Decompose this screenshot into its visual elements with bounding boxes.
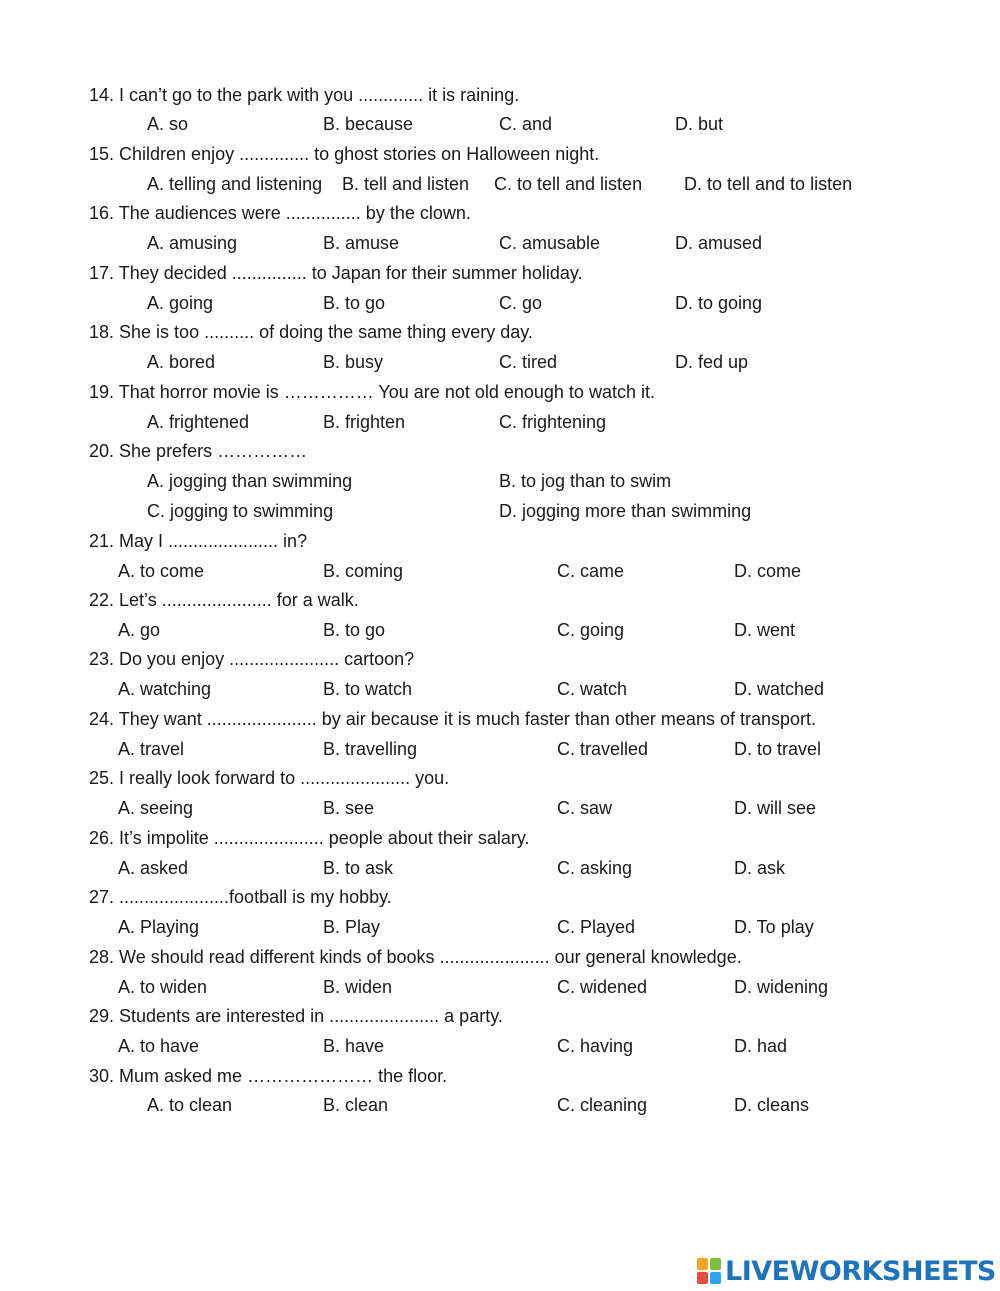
question-19-stem: 19. That horror movie is …………… You are not old enough to watch it.	[89, 382, 655, 402]
question-26-option-d[interactable]: D. ask	[734, 858, 786, 878]
question-23-stem: 23. Do you enjoy ...................... cartoon?	[89, 649, 415, 669]
question-27-option-d[interactable]: D. To play	[734, 917, 814, 937]
question-18-stem: 18. She is too .......... of doing the same thing every day.	[89, 322, 533, 342]
question-17-option-d[interactable]: D. to going	[675, 293, 763, 313]
question-18-option-c[interactable]: C. tired	[499, 352, 558, 372]
question-22-stem: 22. Let’s ...................... for a walk.	[89, 590, 359, 610]
question-25-option-d[interactable]: D. will see	[734, 798, 817, 818]
question-18-option-b[interactable]: B. busy	[323, 352, 384, 372]
question-29-option-a[interactable]: A. to have	[118, 1036, 200, 1056]
question-16-option-d[interactable]: D. amused	[675, 233, 763, 253]
question-30-option-c[interactable]: C. cleaning	[557, 1095, 648, 1115]
question-30-stem: 30. Mum asked me ………………… the floor.	[89, 1066, 448, 1086]
question-16-option-a[interactable]: A. amusing	[147, 233, 238, 253]
question-20-option-a[interactable]: A. jogging than swimming	[147, 471, 353, 491]
question-21-option-b[interactable]: B. coming	[323, 561, 404, 581]
question-22-option-b[interactable]: B. to go	[323, 620, 386, 640]
question-15-option-d[interactable]: D. to tell and to listen	[684, 174, 853, 194]
question-26-option-c[interactable]: C. asking	[557, 858, 633, 878]
question-15-stem: 15. Children enjoy .............. to ghost stories on Halloween night.	[89, 144, 600, 164]
question-28-option-c[interactable]: C. widened	[557, 977, 648, 997]
question-28-option-a[interactable]: A. to widen	[118, 977, 208, 997]
question-21-stem: 21. May I ...................... in?	[89, 531, 308, 551]
question-18-option-d[interactable]: D. fed up	[675, 352, 749, 372]
question-21-option-c[interactable]: C. came	[557, 561, 625, 581]
question-20-stem: 20. She prefers ……………	[89, 441, 308, 461]
question-14-option-b[interactable]: B. because	[323, 114, 414, 134]
question-15-option-a[interactable]: A. telling and listening	[147, 174, 323, 194]
question-19-option-b[interactable]: B. frighten	[323, 412, 406, 432]
question-30-option-a[interactable]: A. to clean	[147, 1095, 233, 1115]
question-19-option-a[interactable]: A. frightened	[147, 412, 250, 432]
question-25-option-a[interactable]: A. seeing	[118, 798, 194, 818]
question-26-option-a[interactable]: A. asked	[118, 858, 189, 878]
question-29-option-b[interactable]: B. have	[323, 1036, 385, 1056]
question-23-option-d[interactable]: D. watched	[734, 679, 825, 699]
question-19-option-c[interactable]: C. frightening	[499, 412, 607, 432]
question-20-option-c[interactable]: C. jogging to swimming	[147, 501, 334, 521]
question-28-option-d[interactable]: D. widening	[734, 977, 829, 997]
question-24-option-b[interactable]: B. travelling	[323, 739, 418, 759]
question-14-option-c[interactable]: C. and	[499, 114, 553, 134]
logo-text: LIVEWORKSHEETS	[725, 1255, 996, 1287]
question-23-option-b[interactable]: B. to watch	[323, 679, 413, 699]
question-17-option-b[interactable]: B. to go	[323, 293, 386, 313]
question-22-option-c[interactable]: C. going	[557, 620, 625, 640]
question-23-option-c[interactable]: C. watch	[557, 679, 628, 699]
question-14-option-d[interactable]: D. but	[675, 114, 724, 134]
question-14-option-a[interactable]: A. so	[147, 114, 189, 134]
question-29-stem: 29. Students are interested in ...................... a party.	[89, 1006, 503, 1026]
question-16-option-b[interactable]: B. amuse	[323, 233, 400, 253]
question-30-option-d[interactable]: D. cleans	[734, 1095, 810, 1115]
question-26-stem: 26. It’s impolite ...................... people about their salary.	[89, 828, 530, 848]
question-17-option-c[interactable]: C. go	[499, 293, 543, 313]
question-20-option-d[interactable]: D. jogging more than swimming	[499, 501, 752, 521]
question-26-option-b[interactable]: B. to ask	[323, 858, 394, 878]
question-24-option-c[interactable]: C. travelled	[557, 739, 649, 759]
question-25-option-c[interactable]: C. saw	[557, 798, 613, 818]
question-17-option-a[interactable]: A. going	[147, 293, 214, 313]
question-22-option-a[interactable]: A. go	[118, 620, 161, 640]
question-27-option-c[interactable]: C. Played	[557, 917, 636, 937]
question-16-stem: 16. The audiences were ............... by the clown.	[89, 203, 471, 223]
question-21-option-a[interactable]: A. to come	[118, 561, 205, 581]
question-27-stem: 27. ......................football is my hobby.	[89, 887, 392, 907]
question-14-stem: 14. I can’t go to the park with you ............. it is raining.	[89, 85, 520, 105]
question-24-stem: 24. They want ...................... by air because it is much faster than other means of transport.	[89, 709, 817, 729]
question-15-option-b[interactable]: B. tell and listen	[342, 174, 470, 194]
question-30-option-b[interactable]: B. clean	[323, 1095, 389, 1115]
question-27-option-a[interactable]: A. Playing	[118, 917, 200, 937]
question-25-stem: 25. I really look forward to ...................... you.	[89, 768, 450, 788]
question-27-option-b[interactable]: B. Play	[323, 917, 381, 937]
question-15-option-c[interactable]: C. to tell and listen	[494, 174, 643, 194]
question-25-option-b[interactable]: B. see	[323, 798, 375, 818]
question-29-option-d[interactable]: D. had	[734, 1036, 788, 1056]
question-16-option-c[interactable]: C. amusable	[499, 233, 601, 253]
question-24-option-d[interactable]: D. to travel	[734, 739, 822, 759]
question-23-option-a[interactable]: A. watching	[118, 679, 212, 699]
question-22-option-d[interactable]: D. went	[734, 620, 796, 640]
question-20-option-b[interactable]: B. to jog than to swim	[499, 471, 672, 491]
question-28-stem: 28. We should read different kinds of books ...................... our general knowledge.	[89, 947, 742, 967]
question-28-option-b[interactable]: B. widen	[323, 977, 393, 997]
logo-blocks-icon	[697, 1258, 721, 1284]
liveworksheets-logo[interactable]	[697, 1255, 996, 1287]
question-17-stem: 17. They decided ............... to Japan for their summer holiday.	[89, 263, 583, 283]
question-21-option-d[interactable]: D. come	[734, 561, 802, 581]
question-24-option-a[interactable]: A. travel	[118, 739, 185, 759]
question-18-option-a[interactable]: A. bored	[147, 352, 216, 372]
question-29-option-c[interactable]: C. having	[557, 1036, 634, 1056]
